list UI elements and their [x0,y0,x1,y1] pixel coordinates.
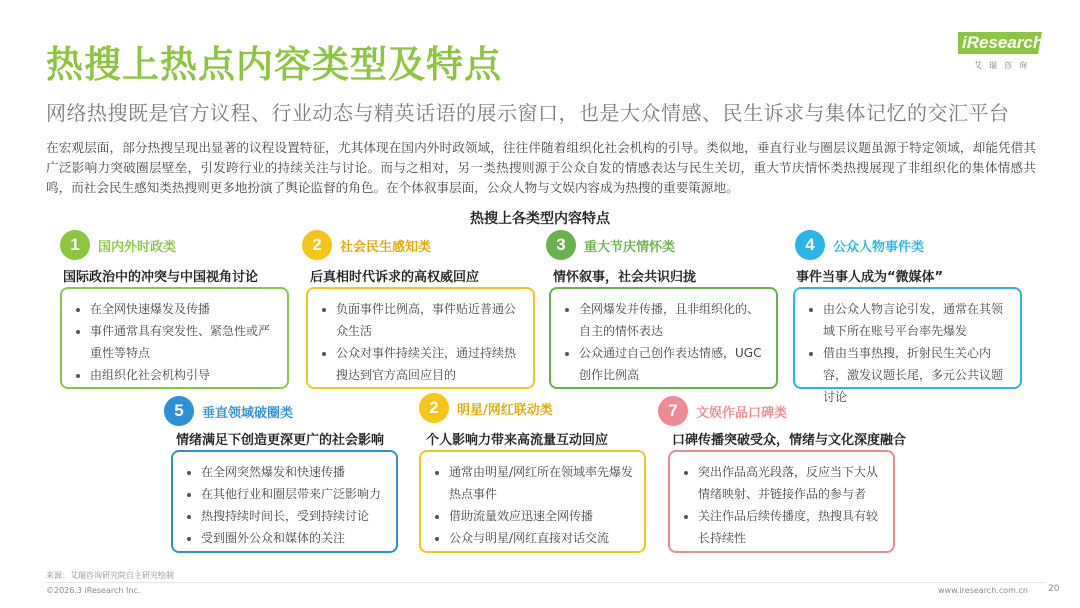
page-subtitle: 网络热搜既是官方议程、行业动态与精英话语的展示窗口，也是大众情感、民生诉求与集体记忆的交汇平台 [46,101,1010,125]
category-label: 社会民生感知类 [340,240,432,255]
card-box-livelihood [306,287,535,389]
page-number: 20 [1048,584,1060,594]
category-label: 垂直领域破圈类 [202,406,294,421]
logo-text: iResearch [962,33,1044,52]
card-header-politics [60,230,280,264]
bullet-item: • 公众与明星/网红直接对话交流 [449,527,634,549]
bullet-item: • 热搜持续时间长，受到持续讨论 [201,505,386,527]
number-badge: 2 [302,230,332,260]
bullet-item: • 通常由明星/网红所在领域率先爆发热点事件 [449,461,634,505]
bullet-item: • 突出作品高光段落，反应当下大从情绪映射、并链接作品的参与者 [698,461,883,505]
bullet-item: • 受到圈外公众和媒体的关注 [201,527,386,549]
iresearch-logo [958,32,1044,72]
category-label: 文娱作品口碑类 [696,406,788,421]
footer-divider [46,582,1046,583]
bullet-item: • 负面事件比例高，事件贴近普通公众生活 [336,298,523,342]
card-box-public-figure [793,287,1022,404]
bullet-item: • 借助流量效应迅速全网传播 [449,505,634,527]
logo-subtext: 艾瑞咨询 [974,61,1034,70]
card-header-livelihood [302,230,522,264]
card-headline: 情怀叙事，社会共识归拢 [553,270,697,285]
card-box-entertainment [668,450,895,553]
bullet-item: • 在全网突然爆发和快速传播 [201,461,386,483]
intro-paragraph: 在宏观层面，部分热搜呈现出显著的议程设置特征，尤其体现在国内外时政领域，往往伴随着组织化社会机构的引导。类似地，垂直行业与圈层议题虽源于特定领域，却能凭借其广泛影响力突破圈层壁垒，引发跨行业的持续关注与讨论。而与之相对，另一类热搜则源于公众自发的情感表达与民生关切，重大节庆情怀类热搜展现了非组织化的集体情感共鸣，而社会民生感知类热搜则更多地扮演了舆论监督的角色。在个体叙事层面，公众人物与文娱内容成为热搜的重要策源地。 [46,140,1036,195]
card-box-politics [60,287,289,389]
card-header-public-figure [795,230,1015,264]
bullet-item: • 公众通过自己创作表达情感，UGC创作比例高 [579,342,766,386]
website-url: www.iresearch.com.cn [938,586,1028,595]
bullet-item: • 在其他行业和圈层带来广泛影响力 [201,483,386,505]
bullet-item: • 公众对事件持续关注，通过持续热搜达到官方高回应目的 [336,342,523,386]
card-box-celebrity [419,450,646,553]
bullet-item: • 借由当事热搜，折射民生关心内容，激发议题长尾，多元公共议题讨论 [823,342,1010,408]
category-label: 公众人物事件类 [833,240,925,255]
card-header-entertainment [658,396,878,430]
number-badge: 1 [60,230,90,260]
source-note: 来源：艾瑞咨询研究院自主研究绘制 [46,571,174,580]
card-headline: 事件当事人成为“微媒体” [796,270,944,285]
card-header-vertical [164,396,384,430]
bullet-item: • 在全网快速爆发及传播 [90,298,277,320]
card-headline: 情绪满足下创造更深更广的社会影响 [176,433,385,448]
card-headline: 国际政治中的冲突与中国视角讨论 [63,270,259,285]
card-box-vertical [171,450,398,553]
number-badge: 4 [795,230,825,260]
bullet-item: • 由公众人物言论引发，通常在其领域下所在账号平台率先爆发 [823,298,1010,342]
card-box-festival [549,287,778,389]
card-header-celebrity [419,393,639,427]
card-headline: 个人影响力带来高流量互动回应 [426,433,609,448]
page-title: 热搜上热点内容类型及特点 [46,43,502,86]
category-label: 国内外时政类 [98,240,177,255]
category-label: 明星/网红联动类 [457,403,553,418]
copyright: ©2026.3 iResearch Inc. [46,586,141,595]
number-badge: 2 [419,393,449,423]
card-headline: 后真相时代诉求的高权威回应 [310,270,480,285]
bullet-item: • 全网爆发并传播，且非组织化的、自主的情怀表达 [579,298,766,342]
bullet-item: • 事件通常具有突发性、紧急性或严重性等特点 [90,320,277,364]
number-badge: 7 [658,396,688,426]
bullet-item: • 由组织化社会机构引导 [90,364,277,386]
number-badge: 5 [164,396,194,426]
number-badge: 3 [546,230,576,260]
card-header-festival [546,230,766,264]
card-headline: 口碑传播突破受众，情绪与文化深度融合 [672,433,907,448]
category-label: 重大节庆情怀类 [584,240,676,255]
bullet-item: • 关注作品后续传播度，热搜具有较长持续性 [698,505,883,549]
section-title: 热搜上各类型内容特点 [470,211,610,227]
